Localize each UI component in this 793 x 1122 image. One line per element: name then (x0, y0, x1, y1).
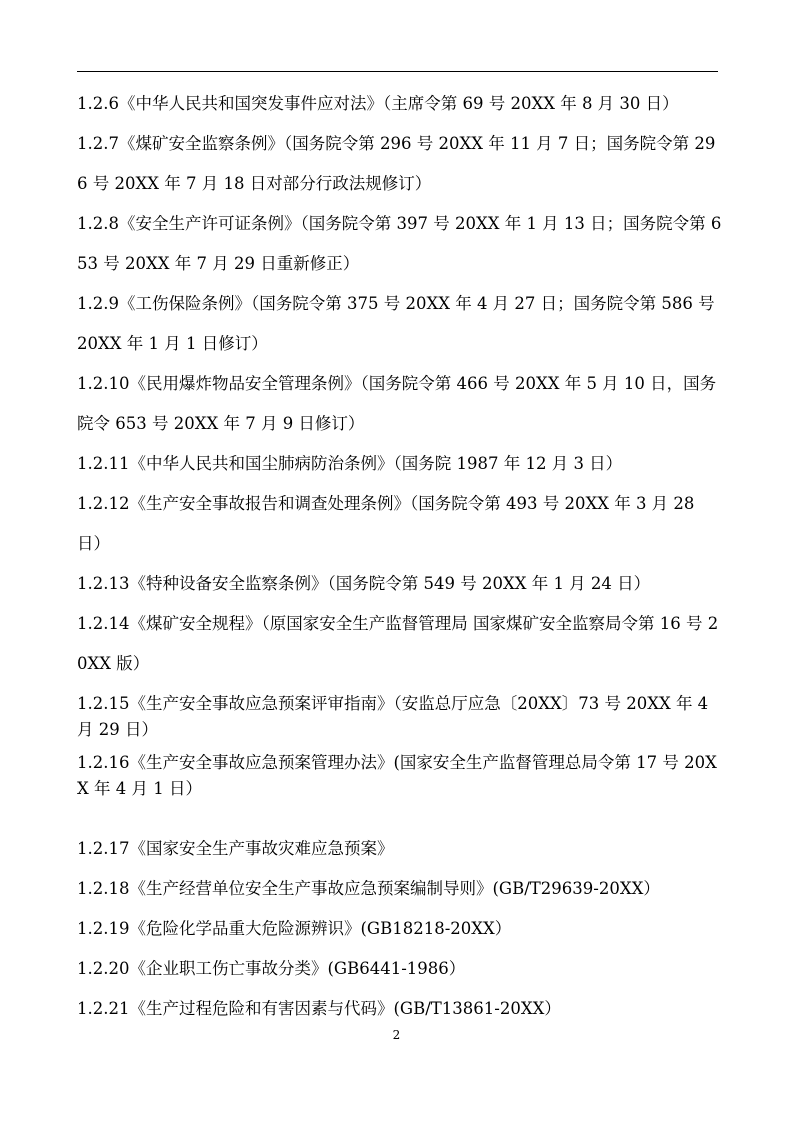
list-item: 1.2.7《煤矿安全监察条例》（国务院令第 296 号 20XX 年 11 月 7 日；国务院令第 296 号 20XX 年 7 月 18 日对部分行政法规修订） (77, 134, 716, 193)
page-body (77, 84, 722, 1029)
list-item: 1.2.9《工伤保险条例》（国务院令第 375 号 20XX 年 4 月 27 日；国务院令第 586 号 20XX 年 1 月 1 日修订） (77, 294, 715, 353)
list-item: 1.2.10《民用爆炸物品安全管理条例》（国务院令第 466 号 20XX 年 5 月 10 日，国务院令 653 号 20XX 年 7 月 9 日修订） (77, 374, 717, 433)
list-item: 1.2.13《特种设备安全监察条例》（国务院令第 549 号 20XX 年 1 月 24 日） (77, 574, 651, 593)
list-item: 1.2.6《中华人民共和国突发事件应对法》（主席令第 69 号 20XX 年 8 月 30 日） (77, 94, 679, 113)
list-item: 1.2.20《企业职工伤亡事故分类》(GB6441-1986） (77, 959, 466, 978)
list-item: 1.2.12《生产安全事故报告和调查处理条例》（国务院令第 493 号 20XX 年 3 月 28 日） (77, 494, 695, 553)
list-item: 1.2.18《生产经营单位安全生产事故应急预案编制导则》(GB/T29639-20XX） (77, 879, 660, 898)
list-item: 1.2.21《生产过程危险和有害因素与代码》(GB/T13861-20XX） (77, 999, 561, 1018)
list-item: 1.2.14《煤矿安全规程》（原国家安全生产监督管理局 国家煤矿安全监察局令第 16 号 20XX 版） (77, 614, 719, 673)
list-item: 1.2.17《国家安全生产事故灾难应急预案》 (77, 839, 394, 858)
list-item: 1.2.15《生产安全事故应急预案评审指南》（安监总厅应急〔20XX〕73 号 20XX 年 4 月 29 日） (77, 694, 709, 739)
page-number: 2 (392, 1028, 401, 1042)
header-rule (77, 71, 718, 72)
list-item: 1.2.8《安全生产许可证条例》（国务院令第 397 号 20XX 年 1 月 13 日；国务院令第 653 号 20XX 年 7 月 29 日重新修正） (77, 214, 722, 273)
list-item: 1.2.16《生产安全事故应急预案管理办法》(国家安全生产监督管理总局令第 17 号 20XX 年 4 月 1 日） (77, 753, 717, 798)
list-item: 1.2.11《中华人民共和国尘肺病防治条例》（国务院 1987 年 12 月 3 日） (77, 454, 623, 473)
list-item: 1.2.19《危险化学品重大危险源辨识》(GB18218-20XX） (77, 919, 512, 938)
